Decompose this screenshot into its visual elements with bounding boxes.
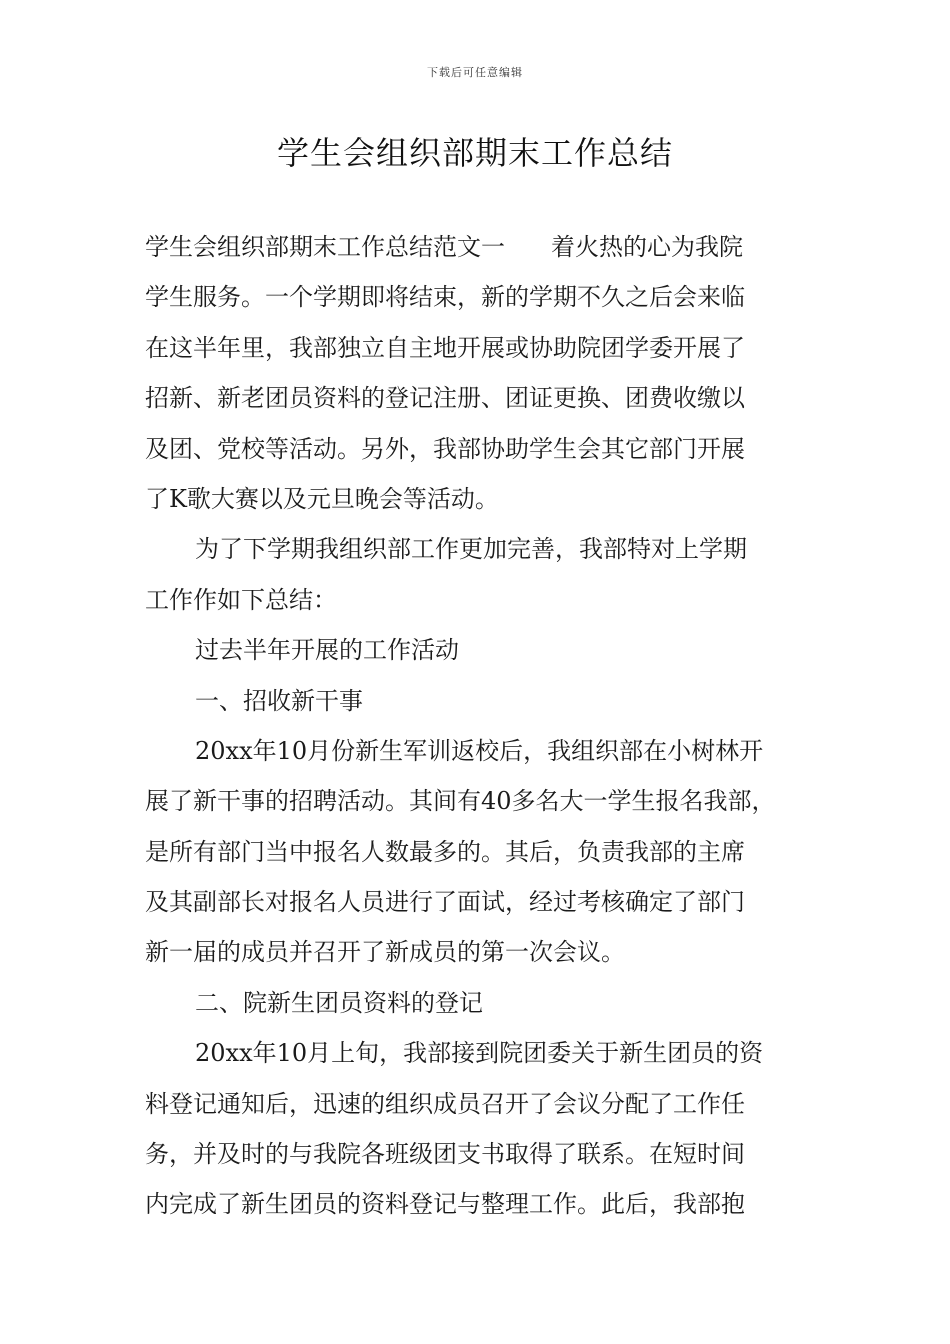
paragraph-line: 20xx年10月份新生军训返校后，我组织部在小树林开 xyxy=(195,736,764,765)
section-heading: 过去半年开展的工作活动 xyxy=(195,636,459,665)
paragraph-line: 了K歌大赛以及元旦晚会等活动。 xyxy=(145,484,499,513)
paragraph-line: 工作作如下总结： xyxy=(145,585,337,614)
paragraph-line: 及团、党校等活动。另外，我部协助学生会其它部门开展 xyxy=(145,434,745,463)
paragraph-line: 新一届的成员并召开了新成员的第一次会议。 xyxy=(145,938,625,967)
section-heading: 二、院新生团员资料的登记 xyxy=(195,988,483,1017)
section-heading: 一、招收新干事 xyxy=(195,686,363,715)
line-text: 着火热的心为我院 xyxy=(551,233,743,261)
paragraph-line: 为了下学期我组织部工作更加完善，我部特对上学期 xyxy=(195,535,747,564)
paragraph-line: 学生服务。一个学期即将结束，新的学期不久之后会来临 xyxy=(145,283,745,312)
document-body xyxy=(145,222,810,1230)
paragraph-line: 20xx年10月上旬，我部接到院团委关于新生团员的资 xyxy=(195,1039,764,1068)
paragraph-line: 及其副部长对报名人员进行了面试，经过考核确定了部门 xyxy=(145,888,745,917)
paragraph-line: 务，并及时的与我院各班级团支书取得了联系。在短时间 xyxy=(145,1140,745,1169)
paragraph-line: 是所有部门当中报名人数最多的。其后，负责我部的主席 xyxy=(145,837,745,866)
paragraph-line: 展了新干事的招聘活动。其间有40多名大一学生报名我部， xyxy=(145,787,776,816)
paragraph-line: 内完成了新生团员的资料登记与整理工作。此后，我部抱 xyxy=(145,1190,745,1219)
line-text: 学生会组织部期末工作总结范文一 xyxy=(145,233,505,261)
document-title: 学生会组织部期末工作总结 xyxy=(276,134,673,172)
paragraph-line: 招新、新老团员资料的登记注册、团证更换、团费收缴以 xyxy=(145,384,745,413)
header-note: 下载后可任意编辑 xyxy=(427,66,523,79)
paragraph-line: 料登记通知后，迅速的组织成员召开了会议分配了工作任 xyxy=(145,1089,745,1118)
paragraph-line: 在这半年里，我部独立自主地开展或协助院团学委开展了 xyxy=(145,333,745,362)
paragraph-line xyxy=(145,222,810,272)
